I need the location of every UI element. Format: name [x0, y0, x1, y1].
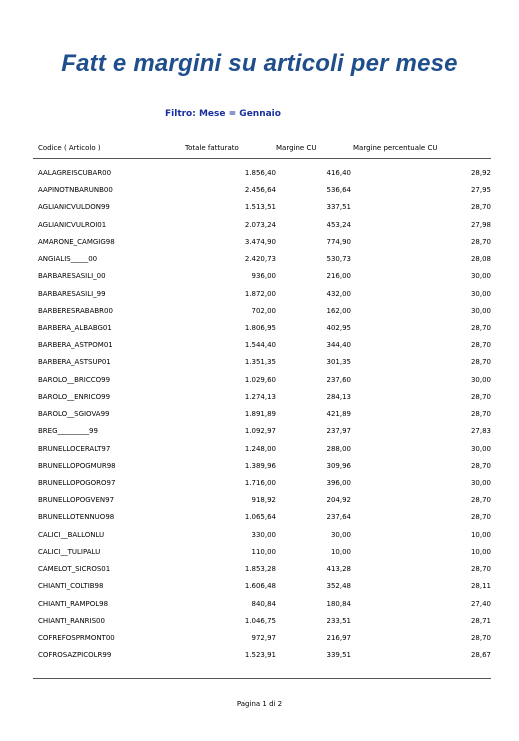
cell-total: 1.853,28 — [244, 565, 276, 574]
cell-code: BRUNELLOPOGMUR98 — [38, 461, 116, 470]
cell-pct: 28,70 — [470, 203, 491, 212]
cell-pct: 28,70 — [470, 565, 491, 574]
cell-margin: 352,48 — [326, 582, 351, 591]
cell-margin: 339,51 — [326, 651, 351, 660]
cell-margin: 10,00 — [330, 547, 351, 556]
table-row — [0, 376, 519, 393]
cell-margin: 413,28 — [326, 565, 351, 574]
cell-code: CHIANTI_COLTIB98 — [38, 582, 104, 591]
cell-margin: 180,84 — [326, 599, 351, 608]
cell-pct: 28,11 — [470, 582, 491, 591]
cell-pct: 30,00 — [470, 306, 491, 315]
cell-margin: 216,97 — [326, 633, 351, 642]
table-row — [0, 462, 519, 479]
report-title: Fatt e margini su articoli per mese — [61, 50, 458, 77]
cell-code: BARBERESRABABR00 — [38, 306, 113, 315]
table-row — [0, 290, 519, 307]
cell-pct: 28,70 — [470, 633, 491, 642]
table-row — [0, 272, 519, 289]
column-header-margin: Margine CU — [276, 144, 317, 152]
cell-total: 1.513,51 — [244, 203, 276, 212]
cell-total: 1.351,35 — [244, 358, 276, 367]
cell-margin: 421,89 — [326, 410, 351, 419]
cell-pct: 28,92 — [470, 169, 491, 177]
cell-total: 840,84 — [251, 599, 276, 608]
cell-code: BARBARESASILI_99 — [38, 289, 106, 298]
header-divider — [33, 158, 491, 159]
table-row — [0, 531, 519, 548]
cell-code: BRUNELLOTENNUO98 — [38, 513, 115, 522]
cell-pct: 30,00 — [470, 272, 491, 281]
cell-pct: 10,00 — [470, 547, 491, 556]
cell-code: CALICI__TULIPALU — [38, 547, 101, 556]
table-row — [0, 565, 519, 582]
cell-margin: 237,60 — [326, 375, 351, 384]
cell-margin: 237,64 — [326, 513, 351, 522]
cell-code: AGLIANICVULROI01 — [38, 220, 107, 229]
cell-code: BAROLO__BRICCO99 — [38, 375, 111, 384]
cell-code: AALAGREISCUBAR00 — [38, 169, 112, 177]
table-row — [0, 513, 519, 530]
cell-code: BARBERA_ALBABG01 — [38, 323, 112, 332]
cell-pct: 30,00 — [470, 478, 491, 487]
table-row — [0, 479, 519, 496]
cell-pct: 28,70 — [470, 513, 491, 522]
cell-total: 1.891,89 — [244, 410, 276, 419]
cell-total: 1.046,75 — [244, 616, 276, 625]
cell-total: 2.456,64 — [244, 186, 276, 195]
cell-total: 1.544,40 — [244, 341, 276, 350]
cell-code: CHIANTI_RAMPOL98 — [38, 599, 109, 608]
cell-total: 1.092,97 — [244, 427, 276, 436]
cell-margin: 162,00 — [326, 306, 351, 315]
cell-total: 1.716,00 — [244, 478, 276, 487]
cell-margin: 309,96 — [326, 461, 351, 470]
cell-pct: 28,67 — [470, 651, 491, 660]
cell-pct: 30,00 — [470, 444, 491, 453]
table-row — [0, 651, 519, 668]
cell-pct: 27,40 — [470, 599, 491, 608]
cell-code: BAROLO__SGIOVA99 — [38, 410, 110, 419]
cell-margin: 344,40 — [326, 341, 351, 350]
cell-pct: 30,00 — [470, 289, 491, 298]
table-row — [0, 169, 519, 186]
cell-total: 1.029,60 — [244, 375, 276, 384]
table-row — [0, 255, 519, 272]
cell-code: BARBERA_ASTPOM01 — [38, 341, 113, 350]
cell-total: 1.872,00 — [244, 289, 276, 298]
cell-margin: 216,00 — [326, 272, 351, 281]
cell-total: 702,00 — [251, 306, 276, 315]
cell-margin: 530,73 — [326, 255, 351, 264]
cell-margin: 774,90 — [326, 237, 351, 246]
cell-margin: 453,24 — [326, 220, 351, 229]
cell-margin: 233,51 — [326, 616, 351, 625]
column-header-total: Totale fatturato — [185, 144, 239, 152]
table-row — [0, 324, 519, 341]
cell-pct: 30,00 — [470, 375, 491, 384]
cell-code: CHIANTI_RANRIS00 — [38, 616, 105, 625]
cell-total: 2.420,73 — [244, 255, 276, 264]
cell-margin: 337,51 — [326, 203, 351, 212]
cell-pct: 27,95 — [470, 186, 491, 195]
cell-pct: 28,70 — [470, 341, 491, 350]
cell-code: COFREFOSPRMONT00 — [38, 633, 115, 642]
cell-total: 972,97 — [251, 633, 276, 642]
cell-code: BARBARESASILI_00 — [38, 272, 106, 281]
table-row — [0, 238, 519, 255]
cell-margin: 237,97 — [326, 427, 351, 436]
cell-pct: 28,70 — [470, 392, 491, 401]
table-row — [0, 186, 519, 203]
cell-total: 2.073,24 — [244, 220, 276, 229]
cell-code: AAPINOTNBARUNB00 — [38, 186, 113, 195]
cell-total: 1.856,40 — [244, 169, 276, 177]
table-row — [0, 221, 519, 238]
cell-margin: 288,00 — [326, 444, 351, 453]
cell-pct: 28,70 — [470, 237, 491, 246]
table-row — [0, 582, 519, 599]
cell-total: 330,00 — [251, 530, 276, 539]
table-row — [0, 617, 519, 634]
cell-margin: 432,00 — [326, 289, 351, 298]
cell-margin: 536,64 — [326, 186, 351, 195]
cell-total: 1.065,64 — [244, 513, 276, 522]
table-row — [0, 307, 519, 324]
cell-code: BRUNELLOPOGORO97 — [38, 478, 116, 487]
cell-total: 110,00 — [251, 547, 276, 556]
cell-code: BREG_________99 — [38, 427, 98, 436]
table-row — [0, 496, 519, 513]
table-row — [0, 445, 519, 462]
cell-pct: 28,70 — [470, 496, 491, 505]
table-row — [0, 600, 519, 617]
table-row — [0, 410, 519, 427]
cell-total: 1.806,95 — [244, 323, 276, 332]
footer-divider — [33, 678, 491, 679]
page-indicator: Pagina 1 di 2 — [236, 700, 283, 708]
cell-code: AMARONE_CAMGIG98 — [38, 237, 115, 246]
cell-pct: 28,70 — [470, 323, 491, 332]
cell-margin: 301,35 — [326, 358, 351, 367]
table-row — [0, 203, 519, 220]
column-header-pct: Margine percentuale CU — [353, 144, 438, 152]
cell-code: CALICI__BALLONLU — [38, 530, 105, 539]
cell-pct: 27,98 — [470, 220, 491, 229]
cell-total: 1.274,13 — [244, 392, 276, 401]
cell-total: 1.523,91 — [244, 651, 276, 660]
cell-code: BRUNELLOCERALT97 — [38, 444, 111, 453]
filter-label: Filtro: Mese = Gennaio — [165, 109, 281, 119]
table-row — [0, 393, 519, 410]
cell-code: COFROSAZPICOLR99 — [38, 651, 112, 660]
cell-total: 1.389,96 — [244, 461, 276, 470]
cell-pct: 10,00 — [470, 530, 491, 539]
cell-code: BARBERA_ASTSUP01 — [38, 358, 111, 367]
cell-margin: 204,92 — [326, 496, 351, 505]
cell-code: BAROLO__ENRICO99 — [38, 392, 111, 401]
cell-pct: 28,70 — [470, 410, 491, 419]
cell-total: 918,92 — [251, 496, 276, 505]
cell-margin: 30,00 — [330, 530, 351, 539]
cell-code: CAMELOT_SICROS01 — [38, 565, 111, 574]
table-row — [0, 548, 519, 565]
cell-code: AGLIANICVULDON99 — [38, 203, 110, 212]
cell-pct: 28,70 — [470, 358, 491, 367]
cell-margin: 396,00 — [326, 478, 351, 487]
cell-total: 3.474,90 — [244, 237, 276, 246]
cell-pct: 27,83 — [470, 427, 491, 436]
cell-code: BRUNELLOPOGVEN97 — [38, 496, 115, 505]
cell-margin: 402,95 — [326, 323, 351, 332]
cell-margin: 284,13 — [326, 392, 351, 401]
cell-pct: 28,70 — [470, 461, 491, 470]
table-row — [0, 358, 519, 375]
table-row — [0, 634, 519, 651]
cell-code: ANGIALIS_____00 — [38, 255, 98, 264]
table-row — [0, 341, 519, 358]
cell-total: 1.606,48 — [244, 582, 276, 591]
column-header-code: Codice ( Articolo ) — [38, 144, 101, 152]
cell-total: 1.248,00 — [244, 444, 276, 453]
cell-margin: 416,40 — [326, 169, 351, 177]
cell-total: 936,00 — [251, 272, 276, 281]
table-row — [0, 427, 519, 444]
cell-pct: 28,08 — [470, 255, 491, 264]
cell-pct: 28,71 — [470, 616, 491, 625]
